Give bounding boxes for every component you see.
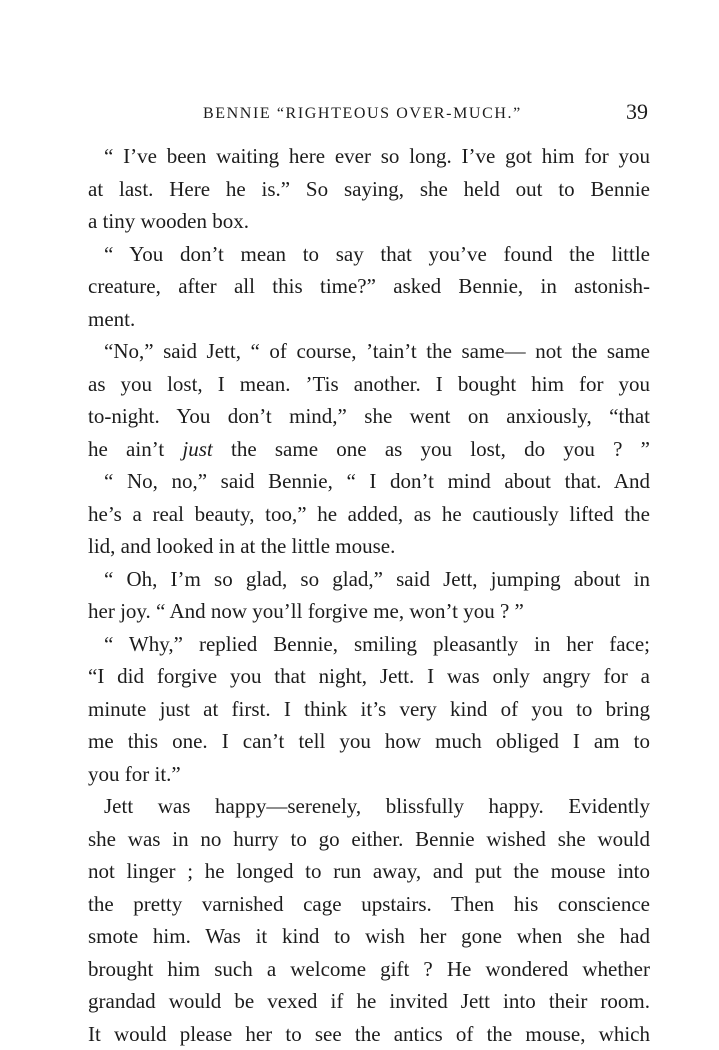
running-header (88, 99, 650, 129)
text-segment: he ain’t (88, 437, 182, 461)
text-line: creature, after all this time?” asked Bennie, in astonish- (88, 270, 650, 303)
text-line: “ Why,” replied Bennie, smiling pleasantly in her face; (88, 628, 650, 661)
page-number: 39 (626, 99, 648, 125)
text-line: a tiny wooden box. (88, 205, 650, 238)
text-line: lid, and looked in at the little mouse. (88, 530, 650, 563)
body-text (88, 140, 650, 1050)
text-line: smote him. Was it kind to wish her gone when she had (88, 920, 650, 953)
text-line: “ I’ve been waiting here ever so long. I’ve got him for you (88, 140, 650, 173)
text-line: he’s a real beauty, too,” he added, as he cautiously lifted the (88, 498, 650, 531)
text-line: me this one. I can’t tell you how much obliged I am to (88, 725, 650, 758)
text-line: at last. Here he is.” So saying, she held out to Bennie (88, 173, 650, 206)
text-line: she was in no hurry to go either. Bennie wished she would (88, 823, 650, 856)
text-line: ment. (88, 303, 650, 336)
text-line: “ No, no,” said Bennie, “ I don’t mind about that. And (88, 465, 650, 498)
text-line: you for it.” (88, 758, 650, 791)
text-segment: the same one as you lost, do you ? ” (213, 437, 650, 461)
text-line: grandad would be vexed if he invited Jett into their room. (88, 985, 650, 1018)
text-line: as you lost, I mean. ’Tis another. I bought him for you (88, 368, 650, 401)
text-line: not linger ; he longed to run away, and put the mouse into (88, 855, 650, 888)
italic-word: just (182, 437, 212, 461)
text-line: It would please her to see the antics of the mouse, which (88, 1018, 650, 1050)
text-line-with-italic (88, 433, 650, 466)
text-line: Jett was happy—serenely, blissfully happy. Evidently (88, 790, 650, 823)
text-line: the pretty varnished cage upstairs. Then his conscience (88, 888, 650, 921)
text-line: brought him such a welcome gift ? He wondered whether (88, 953, 650, 986)
running-title: BENNIE “RIGHTEOUS OVER-MUCH.” (203, 105, 522, 123)
text-line: “No,” said Jett, “ of course, ’tain’t the same— not the same (88, 335, 650, 368)
text-line: “I did forgive you that night, Jett. I was only angry for a (88, 660, 650, 693)
text-line: her joy. “ And now you’ll forgive me, won’t you ? ” (88, 595, 650, 628)
text-line: to-night. You don’t mind,” she went on anxiously, “that (88, 400, 650, 433)
text-line: minute just at first. I think it’s very kind of you to bring (88, 693, 650, 726)
text-line: “ Oh, I’m so glad, so glad,” said Jett, jumping about in (88, 563, 650, 596)
text-line: “ You don’t mean to say that you’ve found the little (88, 238, 650, 271)
